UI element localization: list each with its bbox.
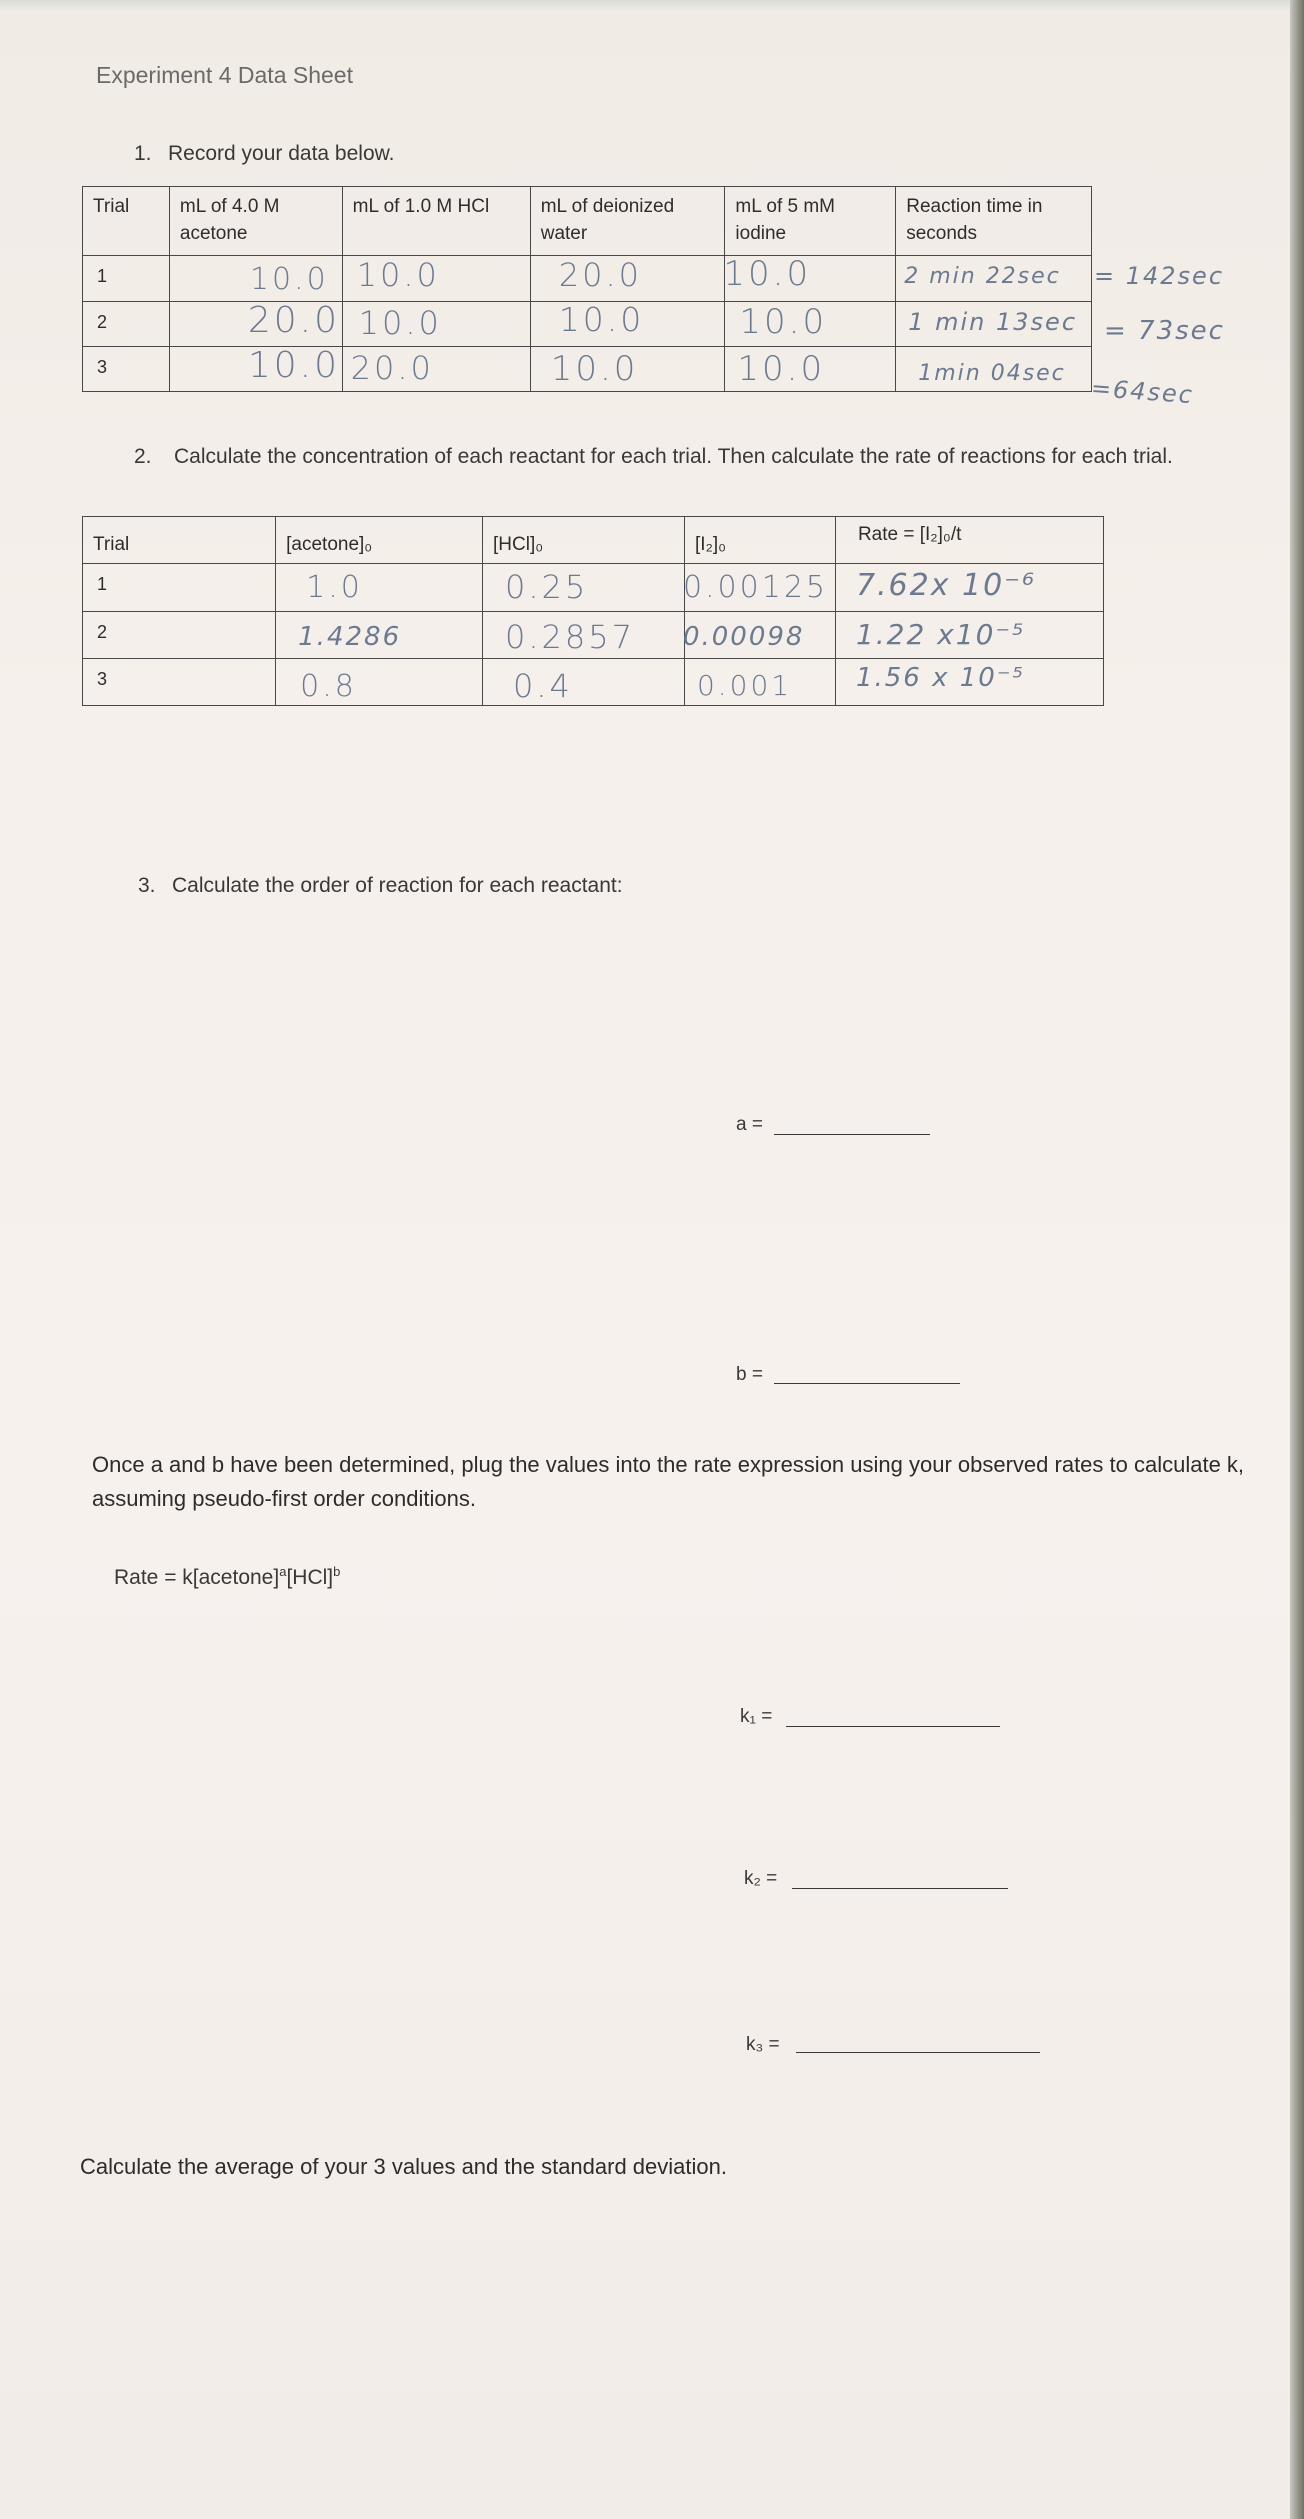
question-3: [138, 874, 623, 898]
cell-i2-conc: 0.00125: [682, 570, 828, 605]
table-1-header-iodine: mL of 5 mM iodine: [725, 187, 896, 256]
cell-acetone-conc: 1.0: [306, 570, 363, 605]
rate-expression-hcl: [HCl]: [286, 1566, 334, 1589]
cell-acetone-conc: 0.8: [300, 669, 357, 704]
cell-rate: 1.22 x10⁻⁵: [855, 618, 1026, 651]
cell-reaction-time: 1min 04sec: [918, 361, 1066, 386]
question-3-text: Calculate the order of reaction for each reactant:: [172, 874, 623, 897]
table-1-header-time: Reaction time in seconds: [896, 187, 1092, 256]
page-title: Experiment 4 Data Sheet: [96, 62, 353, 88]
cell-iodine: 10.0: [739, 302, 828, 342]
paper-top-edge: [0, 0, 1304, 12]
trial-number: 1: [83, 564, 276, 612]
table-2-header-i2: [I₂]₀: [684, 517, 835, 564]
cell-reaction-time: 2 min 22sec: [904, 264, 1061, 289]
cell-reaction-time: 1 min 13sec: [908, 308, 1078, 336]
table-1-header-hcl: mL of 1.0 M HCl: [342, 187, 530, 256]
final-instruction: Calculate the average of your 3 values and the standard deviation.: [80, 2154, 727, 2179]
k1-blank[interactable]: [786, 1726, 1000, 1727]
time-conversion-note: = 142sec: [1094, 262, 1225, 290]
order-a-label: a =: [736, 1114, 763, 1135]
table-row: [83, 564, 1104, 612]
table-1-header-trial: Trial: [83, 187, 170, 256]
question-1-text: Record your data below.: [168, 142, 395, 165]
table-1-header-water: mL of deionized water: [530, 187, 725, 256]
cell-acetone: 10.0: [249, 262, 329, 297]
cell-hcl: 10.0: [358, 304, 442, 342]
table-row: [83, 302, 1092, 347]
question-3-number: 3.: [138, 874, 156, 897]
cell-acetone: 10.0: [247, 345, 341, 386]
data-table-2: [82, 516, 1104, 706]
cell-rate: 7.62x 10⁻⁶: [855, 568, 1037, 603]
order-b-label: b =: [736, 1364, 763, 1385]
cell-acetone-conc: 1.4286: [298, 622, 402, 652]
cell-acetone: 20.0: [247, 300, 341, 341]
cell-hcl: 10.0: [356, 256, 440, 294]
time-conversion-note: =64sec: [1090, 374, 1195, 410]
question-2: [134, 440, 1214, 473]
k2-label: k₂ =: [744, 1868, 778, 1889]
question-2-text: Calculate the concentration of each reactant for each trial. Then calculate the rate of reactions for each trial.: [174, 445, 1173, 468]
k3-blank[interactable]: [796, 2052, 1040, 2053]
table-2-header-row: [83, 517, 1104, 564]
table-row: [83, 256, 1092, 302]
table-row: [83, 659, 1104, 706]
cell-hcl-conc: 0.25: [505, 568, 589, 606]
time-conversion-note: = 73sec: [1104, 316, 1225, 346]
trial-number: 3: [83, 347, 170, 392]
rate-expression: [114, 1564, 340, 1590]
table-1-header-acetone: mL of 4.0 M acetone: [169, 187, 342, 256]
rate-expression-exponent-b: b: [333, 1564, 341, 1579]
k1-label: k₁ =: [740, 1706, 773, 1727]
cell-water: 20.0: [558, 256, 642, 294]
cell-water: 10.0: [558, 300, 645, 339]
rate-expression-exponent-a: a: [279, 1564, 287, 1579]
rate-expression-base: Rate = k[acetone]: [114, 1566, 280, 1589]
data-table-1: [82, 186, 1092, 392]
question-1: [134, 142, 394, 166]
cell-hcl-conc: 0.2857: [505, 618, 635, 656]
table-row: [83, 347, 1092, 392]
trial-number: 1: [83, 256, 170, 302]
cell-i2-conc: 0.001: [696, 669, 793, 702]
k2-blank[interactable]: [792, 1888, 1008, 1889]
trial-number: 2: [83, 612, 276, 659]
table-1-header-row: [83, 187, 1092, 256]
cell-rate: 1.56 x 10⁻⁵: [855, 663, 1025, 693]
cell-water: 10.0: [550, 349, 639, 389]
cell-i2-conc: 0.00098: [682, 622, 805, 652]
question-1-number: 1.: [134, 142, 152, 165]
table-row: [83, 612, 1104, 659]
trial-number: 2: [83, 302, 170, 347]
table-2-header-rate: Rate = [I₂]₀/t: [835, 517, 1103, 564]
cell-hcl-conc: 0.4: [513, 667, 573, 705]
order-a-blank[interactable]: [774, 1134, 930, 1135]
question-2-number: 2.: [134, 445, 152, 468]
paper-right-edge: [1290, 0, 1304, 2519]
cell-hcl: 20.0: [350, 349, 434, 387]
cell-iodine: 10.0: [723, 254, 812, 294]
table-2-header-hcl: [HCl]₀: [483, 517, 685, 564]
order-b-blank[interactable]: [774, 1383, 960, 1384]
cell-iodine: 10.0: [737, 349, 826, 389]
table-2-header-trial: Trial: [83, 517, 276, 564]
k-instruction: Once a and b have been determined, plug the values into the rate expression using your observed rates to calculate k, assuming pseudo-first order conditions.: [92, 1452, 1245, 1511]
table-2-header-acetone: [acetone]₀: [276, 517, 483, 564]
trial-number: 3: [83, 659, 276, 706]
k3-label: k₃ =: [746, 2034, 780, 2055]
